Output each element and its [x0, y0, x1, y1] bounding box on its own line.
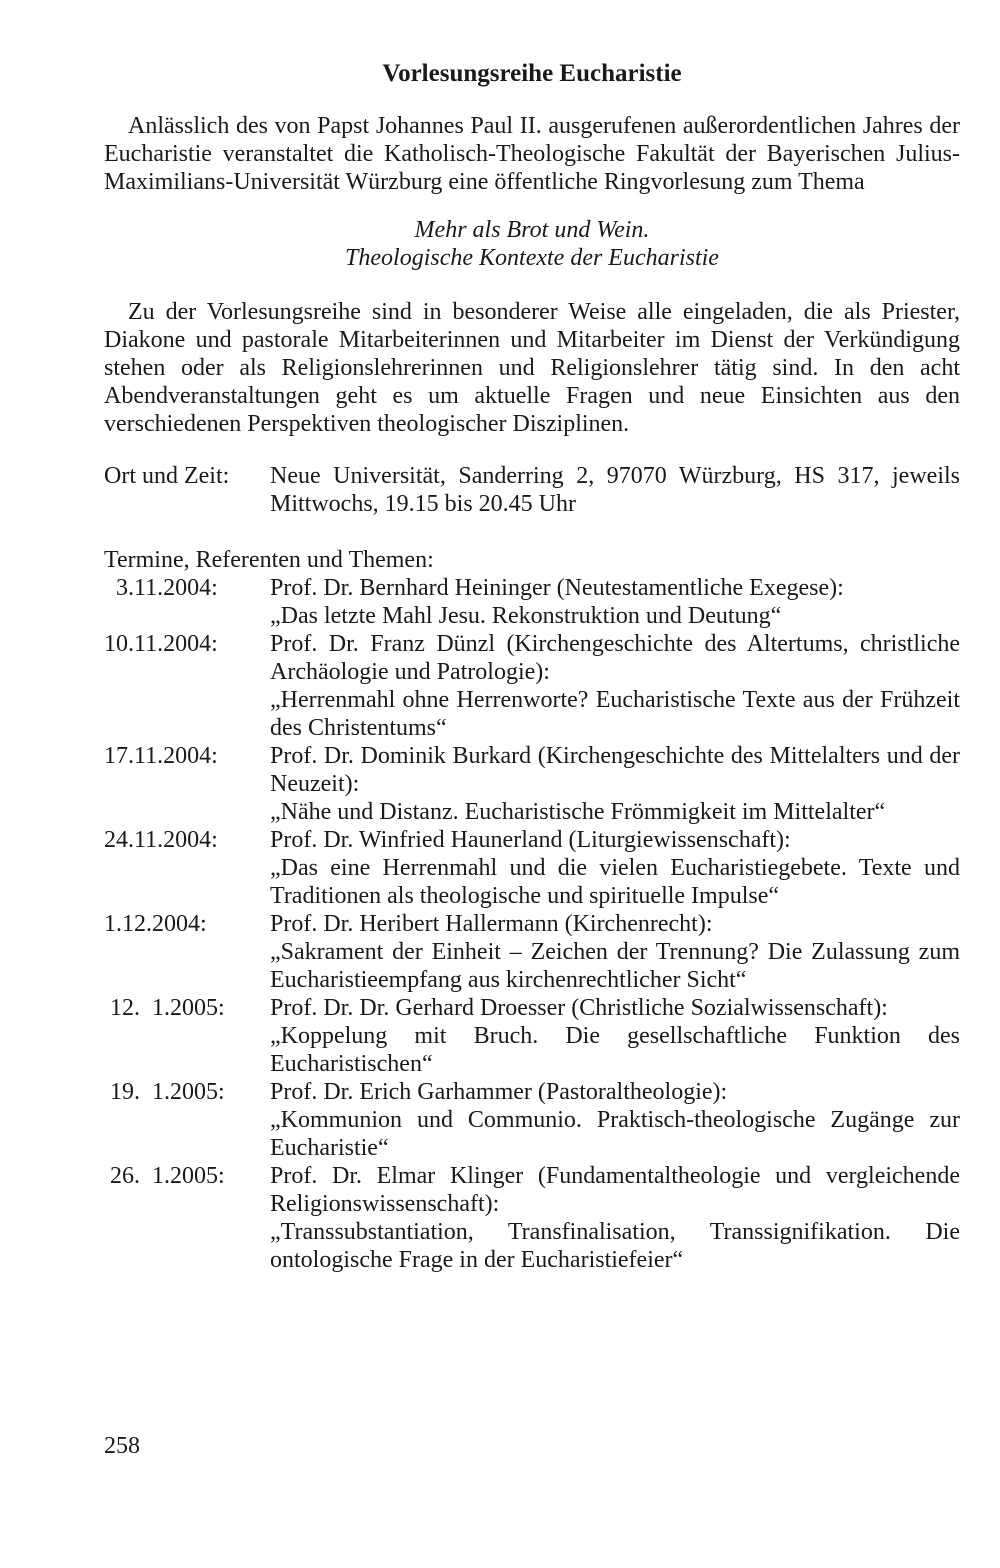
entry-speaker: Prof. Dr. Elmar Klinger (Fundamentaltheologie und vergleichende Religionswissenschaft): [270, 1163, 960, 1217]
entry-body [270, 574, 960, 630]
schedule-entry [104, 1078, 960, 1162]
entry-date: 24.11.2004: [104, 827, 218, 853]
invitation-paragraph: Zu der Vorlesungsreihe sind in besonderer Weise alle eingeladen, die als Priester, Diakone und pastorale Mitarbeiterinnen und Mitarbeiter im Dienst der Verkündigung stehen oder als Religionslehrerinnen und Religionslehrer tätig sind. In den acht Abendveranstaltungen geht es um aktuelle Fragen und neue Einsichten aus den verschiedenen Perspektiven theologischer Disziplinen. [104, 299, 960, 437]
motto-line-2: Theologische Kontexte der Eucharistie [345, 245, 719, 271]
entry-topic: „Das letzte Mahl Jesu. Rekonstruktion und Deutung“ [270, 603, 782, 629]
entry-speaker: Prof. Dr. Heribert Hallermann (Kirchenrecht): [270, 911, 713, 937]
entry-body [270, 742, 960, 826]
entry-topic: „Kommunion und Communio. Praktisch-theologische Zugänge zur Eucharistie“ [270, 1107, 960, 1161]
entry-date: 10.11.2004: [104, 631, 218, 657]
entry-speaker: Prof. Dr. Dominik Burkard (Kirchengeschichte des Mittelalters und der Neuzeit): [270, 743, 960, 797]
motto-line-1: Mehr als Brot und Wein. [414, 217, 650, 243]
entry-date: 26. 1.2005: [104, 1163, 225, 1189]
schedule-entry [104, 826, 960, 910]
entry-date: 12. 1.2005: [104, 995, 225, 1021]
entry-body [270, 994, 960, 1078]
entry-body [270, 826, 960, 910]
entry-topic: „Sakrament der Einheit – Zeichen der Trennung? Die Zulassung zum Eucharistieempfang aus kirchenrechtlicher Sicht“ [270, 939, 960, 993]
entry-body [270, 1162, 960, 1274]
entry-body [270, 1078, 960, 1162]
entry-body [270, 630, 960, 742]
entry-speaker: Prof. Dr. Franz Dünzl (Kirchengeschichte des Altertums, christliche Archäologie und Patrologie): [270, 631, 960, 685]
entry-speaker: Prof. Dr. Bernhard Heininger (Neutestamentliche Exegese): [270, 575, 844, 601]
entry-speaker: Prof. Dr. Dr. Gerhard Droesser (Christliche Sozialwissenschaft): [270, 995, 888, 1021]
schedule-entry [104, 630, 960, 742]
location-row [104, 462, 960, 518]
entry-date: 3.11.2004: [104, 575, 218, 601]
entry-speaker: Prof. Dr. Winfried Haunerland (Liturgiewissenschaft): [270, 827, 791, 853]
entry-date: 19. 1.2005: [104, 1079, 225, 1105]
intro-paragraph: Anlässlich des von Papst Johannes Paul II. ausgerufenen außerordentlichen Jahres der Eucharistie veranstaltet die Katholisch-Theologische Fakultät der Bayerischen Julius-Maximilians-Universität Würzburg eine öffentliche Ringvorlesung zum Thema [104, 113, 960, 195]
lecture-motto [104, 216, 960, 272]
entry-speaker: Prof. Dr. Erich Garhammer (Pastoraltheologie): [270, 1079, 728, 1105]
entry-date: 17.11.2004: [104, 743, 218, 769]
schedule-entry [104, 742, 960, 826]
entry-date: 1.12.2004: [104, 911, 207, 937]
schedule-entry [104, 1162, 960, 1274]
document-page [104, 60, 960, 1274]
entry-topic: „Herrenmahl ohne Herrenworte? Eucharistische Texte aus der Frühzeit des Christentums“ [270, 687, 960, 741]
schedule-entry [104, 994, 960, 1078]
schedule-heading: Termine, Referenten und Themen: [104, 547, 434, 573]
location-label: Ort und Zeit: [104, 463, 230, 489]
page-title: Vorlesungsreihe Eucharistie [382, 60, 682, 87]
entry-topic: „Das eine Herrenmahl und die vielen Eucharistiegebete. Texte und Traditionen als theologische und spirituelle Impulse“ [270, 855, 960, 909]
entry-topic: „Nähe und Distanz. Eucharistische Frömmigkeit im Mittelalter“ [270, 799, 886, 825]
schedule-entry [104, 574, 960, 630]
entry-topic: „Koppelung mit Bruch. Die gesellschaftliche Funktion des Eucharistischen“ [270, 1023, 960, 1077]
schedule-list [104, 574, 960, 1274]
location-value: Neue Universität, Sanderring 2, 97070 Würzburg, HS 317, jeweils Mittwochs, 19.15 bis 20.45 Uhr [270, 463, 960, 517]
entry-body [270, 910, 960, 994]
schedule-entry [104, 910, 960, 994]
page-number: 258 [104, 1433, 140, 1459]
entry-topic: „Transsubstantiation, Transfinalisation, Transsignifikation. Die ontologische Frage in der Eucharistiefeier“ [270, 1219, 960, 1273]
